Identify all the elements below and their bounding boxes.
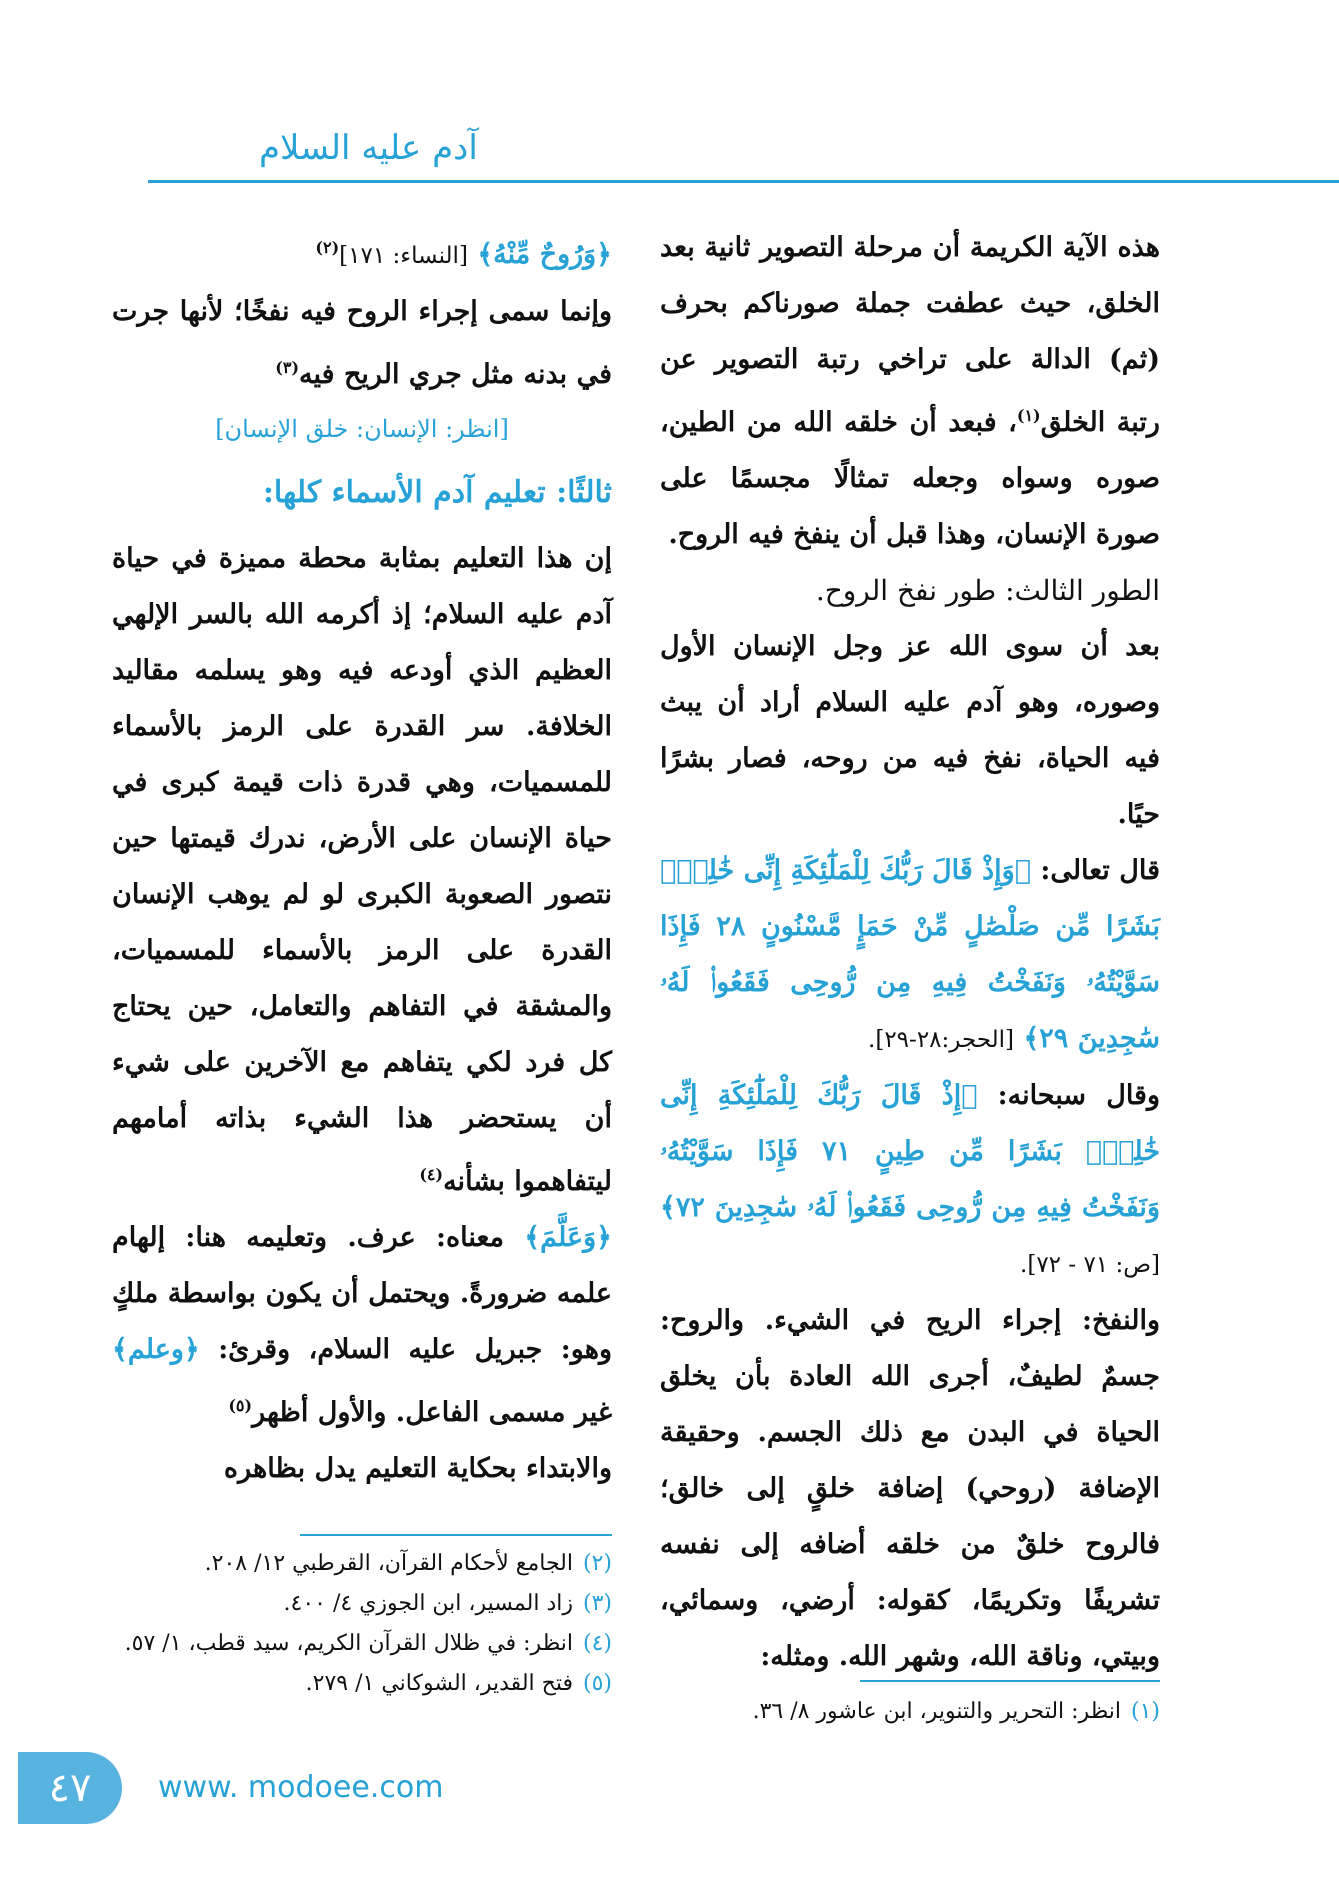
verse-reference: [ص: ٧١ - ٧٢]. bbox=[1020, 1252, 1160, 1278]
footnote-text: زاد المسير، ابن الجوزي ٤/ ٤٠٠. bbox=[283, 1591, 573, 1616]
footnotes-left bbox=[112, 1544, 612, 1704]
quran-quote-block bbox=[112, 220, 612, 284]
quran-quote-block bbox=[660, 1068, 1160, 1293]
footnote-ref[interactable]: (٥) bbox=[228, 1396, 253, 1415]
quran-verse: ﴿وَرُوحٌ مِّنْهُ﴾ bbox=[477, 239, 612, 270]
footnote-ref[interactable]: (٣) bbox=[275, 358, 300, 377]
right-column bbox=[660, 220, 1160, 1685]
verse-reference: [الحجر:٢٨-٢٩]. bbox=[868, 1027, 1015, 1053]
quran-verse: ﴿وَعَلَّمَ﴾ bbox=[524, 1222, 612, 1253]
quote-intro: قال تعالى: bbox=[1040, 855, 1160, 886]
paragraph-text: غير مسمى الفاعل. والأول أظهر bbox=[252, 1397, 612, 1428]
paragraph-text: معناه: عرف. وتعليمه هنا: إلهام علمه ضرورةً. ويحتمل أن يكون بواسطة ملكٍ وهو: جبريل عليه السلام، وقرئ: bbox=[112, 1222, 612, 1365]
paragraph-beginning: والابتداء بحكاية التعليم يدل بظاهره bbox=[223, 1453, 612, 1484]
footnote-item bbox=[112, 1584, 612, 1624]
paragraph-text: هذه الآية الكريمة أن مرحلة التصوير ثانية بعد الخلق، حيث عطفت جملة صورناكم بحرف (ثم) الدالة على تراخي رتبة التصوير عن رتبة الخلق bbox=[660, 232, 1160, 438]
verse-reference: [النساء: ١٧١] bbox=[339, 243, 468, 269]
footnote-ref[interactable]: (١) bbox=[1016, 406, 1041, 425]
paragraph-definition: والنفخ: إجراء الريح في الشيء. والروح: جسمٌ لطيفٌ، أجرى الله العادة بأن يخلق الحياة في البدن مع ذلك الجسم. وحقيقة الإضافة (روحي) إضافة خلقٍ إلى خالق؛ فالروح خلقٌ من خلقه أضافه إلى نفسه تشريفًا وتكريمًا، كقوله: أرضي، وسمائي، وبيتي، وناقة الله، وشهر الله. ومثله: bbox=[660, 1305, 1160, 1672]
paragraph-breath: بعد أن سوى الله عز وجل الإنسان الأول وصوره، وهو آدم عليه السلام أراد أن يبث فيه الحياة، نفخ فيه من روحه، فصار بشرًا حيًا. bbox=[660, 631, 1160, 830]
header-rule bbox=[148, 180, 1339, 183]
footnote-text: الجامع لأحكام القرآن، القرطبي ١٢/ ٢٠٨. bbox=[204, 1551, 573, 1576]
paragraph-text: إن هذا التعليم بمثابة محطة مميزة في حياة آدم عليه السلام؛ إذ أكرمه الله بالسر الإلهي العظيم الذي أودعه فيه وهو يسلمه مقاليد الخلافة. سر القدرة على الرمز بالأسماء للمسميات، وهي قدرة ذات قيمة كبرى في حياة الإنسان على الأرض، ندرك قيمتها حين نتصور الصعوبة الكبرى لو لم يوهب الإنسان القدرة على الرمز بالأسماء للمسميات، والمشقة في التفاهم والتعامل، حين يحتاج كل فرد لكي يتفاهم مع الآخرين على شيء أن يستحضر هذا الشيء بذاته أمامهم ليتفاهموا بشأنه bbox=[112, 543, 612, 1197]
page-number-badge: ٤٧ bbox=[18, 1752, 122, 1824]
footnote-ref[interactable]: (٤) bbox=[419, 1165, 444, 1184]
footnote-item bbox=[112, 1664, 612, 1704]
quran-verse: ﴿وعلم﴾ bbox=[112, 1334, 200, 1365]
stage-heading: الطور الثالث: طور نفخ الروح. bbox=[815, 574, 1160, 607]
paragraph-text: ، فبعد أن خلقه الله من الطين، صوره وسواه وجعله تمثالًا مجسمًا على صورة الإنسان، وهذا قبل أن ينفخ فيه الروح. bbox=[660, 407, 1160, 550]
footnote-text: انظر: في ظلال القرآن الكريم، سيد قطب، ١/ ٥٧. bbox=[124, 1631, 573, 1656]
left-column bbox=[112, 220, 612, 1497]
footnote-number: (٥) bbox=[582, 1671, 612, 1696]
paragraph-meaning bbox=[112, 1210, 612, 1441]
footnote-number: (١) bbox=[1130, 1699, 1160, 1724]
quran-quote-block bbox=[660, 843, 1160, 1068]
website-link[interactable]: www. modoee.com bbox=[158, 1770, 444, 1805]
running-header-title: آدم عليه السلام bbox=[259, 128, 478, 168]
footnote-rule-right bbox=[860, 1680, 1160, 1682]
paragraph-naming bbox=[112, 284, 612, 403]
footnote-number: (٣) bbox=[582, 1591, 612, 1616]
see-also-reference[interactable]: [انظر: الإنسان: خلق الإنسان] bbox=[215, 415, 509, 443]
section-heading: ثالثًا: تعليم آدم الأسماء كلها: bbox=[262, 475, 612, 510]
footnote-text: فتح القدير، الشوكاني ١/ ٢٧٩. bbox=[305, 1671, 573, 1696]
footnote-ref[interactable]: (٢) bbox=[315, 238, 340, 257]
paragraph-teaching bbox=[112, 531, 612, 1210]
quran-verse: ﴿وَإِذْ قَالَ رَبُّكَ لِلْمَلَٰٓئِكَةِ إِنِّى خَٰلِقٌۢ بَشَرًا مِّن صَلْصَٰلٍ مِّنْ حَمَإٍ مَّسْنُونٍ ٢٨ فَإِذَا سَوَّيْتُهُۥ وَنَفَخْتُ فِيهِ مِن رُّوحِى فَقَعُوا۟ لَهُۥ سَٰجِدِينَ ٢٩﴾ bbox=[660, 855, 1160, 1054]
footnote-item bbox=[112, 1544, 612, 1584]
footnote-text: انظر: التحرير والتنوير، ابن عاشور ٨/ ٣٦. bbox=[752, 1699, 1121, 1724]
paragraph-creation-stages bbox=[660, 220, 1160, 563]
footnote-rule-left bbox=[300, 1534, 612, 1536]
footnotes-right bbox=[660, 1692, 1160, 1732]
paragraph-text: وإنما سمى إجراء الروح فيه نفخًا؛ لأنها جرت في بدنه مثل جري الريح فيه bbox=[112, 296, 612, 390]
footnote-number: (٤) bbox=[582, 1631, 612, 1656]
footnote-item bbox=[112, 1624, 612, 1664]
footnote-number: (٢) bbox=[582, 1551, 612, 1576]
quran-verse: ﴿إِذْ قَالَ رَبُّكَ لِلْمَلَٰٓئِكَةِ إِنِّى خَٰلِقٌۢ بَشَرًا مِّن طِينٍ ٧١ فَإِذَا سَوَّيْتُهُۥ وَنَفَخْتُ فِيهِ مِن رُّوحِى فَقَعُوا۟ لَهُۥ سَٰجِدِينَ ٧٢﴾ bbox=[660, 1080, 1161, 1223]
footnote-item bbox=[660, 1692, 1160, 1732]
quote-intro: وقال سبحانه: bbox=[997, 1080, 1161, 1111]
